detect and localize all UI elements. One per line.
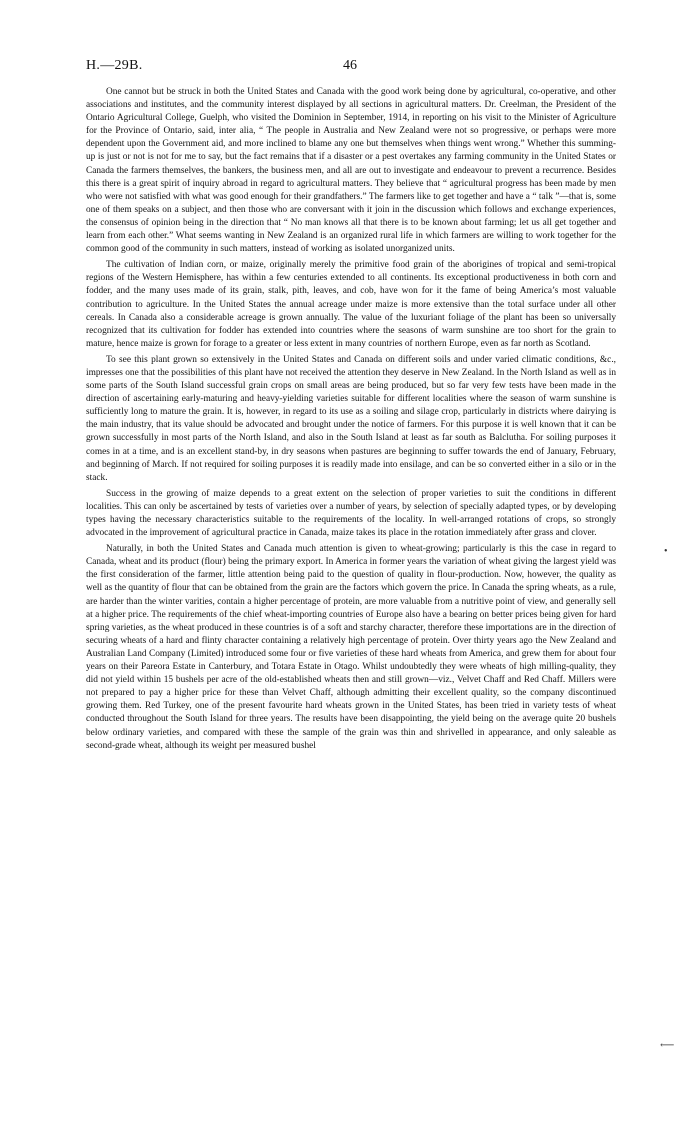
paragraph: Success in the growing of maize depends to a great extent on the selection of proper varieties to suit the conditions in different localities. This can only be ascertained by tests of varieties over a number of years, by selection of specially adapted types, or by developing types having the necessary characteristics suitable to the requirements of the locality. In well-arranged rotations of crops, so strongly advocated in the improvement of agricultural practice in Canada, maize takes its place in the rotation immediately after grass and clover.: [86, 488, 616, 539]
page-number: 46: [343, 58, 357, 73]
margin-dot-mark: •: [664, 546, 668, 557]
body-text: [86, 86, 616, 756]
paragraph: To see this plant grown so extensively in the United States and Canada on different soils and under varied climatic conditions, &c., impresses one that the possibilities of this plant have not received the attention they deserve in New Zealand. In the North Island as well as in some parts of the South Island successful grain crops on small areas are being produced, but so far very few tests have been made in the direction of ascertaining early-maturing and heavy-yielding varieties suitable for different localities where the season of warm sunshine is sufficiently long to mature the grain. It is, however, in regard to its use as a soiling and silage crop, particularly in districts where dairying is the main industry, that its value should be advocated and brought under the notice of farmers. For this purpose it is well known that it can be grown successfully in most parts of the North Island, and also in the South Island at least as far south as Balclutha. For soiling purposes it comes in at a time, and is an excellent stand-by, in dry seasons when pastures are beginning to suffer towards the end of January, February, and beginning of March. If not required for soiling purposes it is readily made into ensilage, and can be so converted either in a silo or in the stack.: [86, 354, 616, 483]
paragraph: The cultivation of Indian corn, or maize, originally merely the primitive food grain of the aborigines of tropical and semi-tropical regions of the Western Hemisphere, has within a few centuries extended to all continents. Its exceptional productiveness in both corn and fodder, and the many uses made of its grain, stalk, pith, leaves, and cob, have won for it the fame of being America’s most valuable contribution to agriculture. In the United States the annual acreage under maize is more extensive than the total surface under all other cereals. In Canada also a considerable acreage is grown annually. The value of the luxuriant foliage of the plant has been so universally recognized that its cultivation for fodder has extended into countries where the seasons of warm sunshine are too short for the grain to mature, hence maize is grown for forage to a greater or less extent in many countries of northern Europe, even as far north as Scotland.: [86, 260, 616, 349]
document-reference: H.—29B.: [86, 58, 143, 73]
paragraph: Naturally, in both the United States and Canada much attention is given to wheat-growing; particularly is this the case in regard to Canada, wheat and its product (flour) being the primary export. In America in former years the variation of wheat giving the largest yield was the first consideration of the farmer, little attention being paid to the question of quality in flour-production. Now, however, the quality as well as the quantity of flour that can be obtained from the grain are the factors which govern the price. In Canada the spring wheats, as a rule, are harder than the winter varities, contain a higher percentage of protein, are more valuable from a nutritive point of view, and generally sell at a higher price. The requirements of the chief wheat-importing countries of Europe also have a bearing on better prices being given for hard spring varieties, as the wheat produced in these countries is of a soft and starchy character, therefore these importations are in the direction of securing wheats of a hard and flinty character containing a relatively high percentage of protein. Over thirty years ago the New Zealand and Australian Land Company (Limited) introduced some four or five varieties of these hard wheats from America, and grew them for about four years on their Pareora Estate in Canterbury, and Totara Estate in Otago. Whilst undoubtedly they were wheats of high milling-quality, they did not yield within 15 bushels per acre of the old-established wheats then and still grown—viz., Velvet Chaff and Red Chaff. Millers were not prepared to pay a higher price for these than Velvet Chaff, although admitting their excellent quality, so the company discontinued growing them. Red Turkey, one of the present favourite hard wheats grown in the United States, has been tried in variety tests of wheat conducted throughout the South Island for three years. The results have been disappointing, the yield being on the average quite 20 bushels below ordinary varieties, and compared with these the sample of the grain was thin and shrivelled in appearance, and only saleable as second-grade wheat, although its weight per measured bushel: [86, 544, 616, 751]
margin-arrow-mark: ⟵: [660, 1040, 675, 1051]
page-header: [0, 58, 700, 78]
paragraph: One cannot but be struck in both the United States and Canada with the good work being done by agricultural, co-operative, and other associations and institutes, and the community interest displayed by all sections in agricultural matters. Dr. Creelman, the President of the Ontario Agricultural College, Guelph, who visited the Dominion in September, 1914, in reporting on his visit to the Minister of Agriculture for the Province of Ontario, said, inter alia, “ The people in Australia and New Zealand were not so progressive, or perhaps were more dependent upon the Government aid, and more inclined to blame any one but themselves when things went wrong.” Whether this summing-up is just or not is not for me to say, but the fact remains that if a disaster or a pest overtakes any farming community in the United States or Canada the farmers themselves, the bankers, the business men, and all are out to investigate and endeavour to prevent a recurrence. Besides this there is a great spirit of inquiry abroad in regard to agricultural matters. They believe that “ agricultural progress has been made by men who were not satisfied with what was good enough for their grandfathers.” The farmers like to get together and have a “ talk ”—that is, some one of them speaks on a subject, and then those who are conversant with it join in the discussion which follows and exchange experiences, the consensus of opinion being in the direction that “ No man knows all that there is to be known about farming; let us all get together and learn from each other.” What seems wanting in New Zealand is an organized rural life in which farmers are willing to work together for the common good of the community in such matters, instead of working as isolated unorganized units.: [86, 87, 616, 255]
